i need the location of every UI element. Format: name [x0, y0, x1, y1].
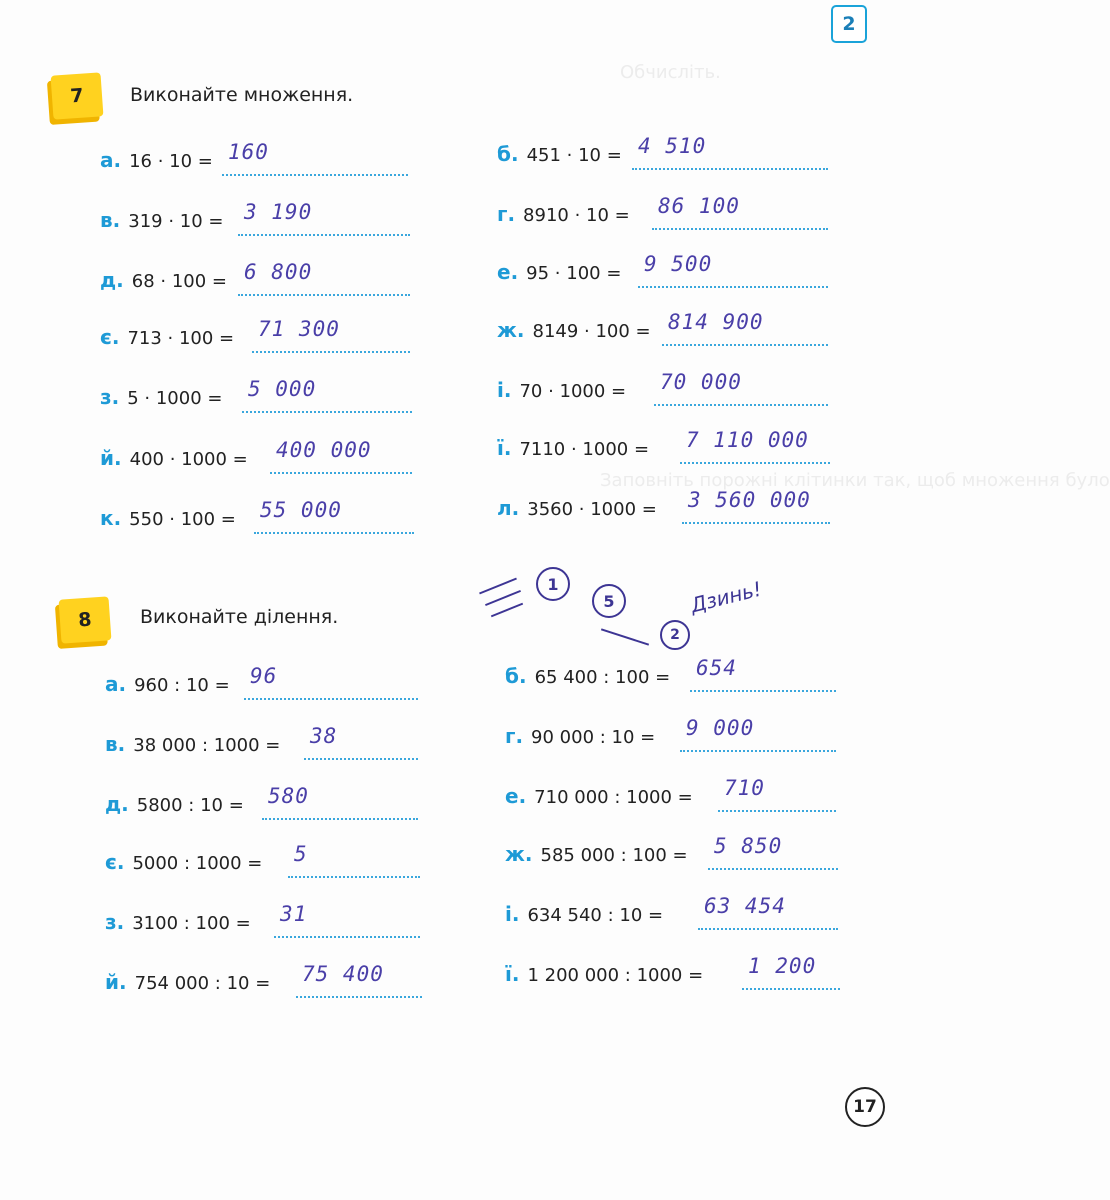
exercise-row: [105, 962, 422, 1000]
chapter-badge: [831, 5, 867, 43]
motion-line: [485, 590, 521, 606]
handwritten-answer: 3 190: [244, 200, 313, 224]
exercise-letter: в.: [100, 208, 121, 232]
exercise-expression: 90 000 : 10 =: [531, 727, 656, 748]
handwritten-answer: 9 500: [644, 252, 713, 276]
answer-line[interactable]: [638, 252, 828, 288]
handwritten-answer: 71 300: [258, 317, 340, 341]
exercise-row: [497, 370, 828, 408]
handwritten-answer: 70 000: [660, 370, 742, 394]
bleed-through-text: Обчисліть.: [620, 62, 721, 83]
exercise-letter: г.: [497, 202, 516, 226]
motion-line: [479, 578, 517, 595]
handwritten-answer: 75 400: [302, 962, 384, 986]
answer-line[interactable]: [262, 784, 418, 820]
answer-line[interactable]: [252, 317, 410, 353]
doodle-bubble-3: [660, 620, 690, 650]
exercise-expression: 70 · 1000 =: [519, 381, 627, 402]
exercise-expression: 3560 · 1000 =: [527, 499, 657, 520]
exercise-expression: 95 · 100 =: [526, 263, 622, 284]
exercise-letter: в.: [105, 732, 126, 756]
exercise-expression: 8910 · 10 =: [523, 205, 630, 226]
task8-number: 8: [77, 608, 93, 632]
doodle-text: Дзинь!: [688, 576, 764, 618]
answer-line[interactable]: [662, 310, 828, 346]
exercise-expression: 7110 · 1000 =: [519, 439, 650, 460]
exercise-letter: ж.: [505, 842, 533, 866]
answer-line[interactable]: [742, 954, 840, 990]
chapter-number: 2: [842, 13, 856, 35]
handwritten-answer: 3 560 000: [688, 488, 811, 512]
exercise-letter: а.: [100, 148, 122, 172]
bubble-3-text: 2: [670, 627, 680, 643]
exercise-row: [505, 834, 838, 872]
exercise-expression: 550 · 100 =: [129, 509, 236, 530]
exercise-row: [100, 438, 412, 476]
exercise-row: [497, 428, 830, 466]
handwritten-answer: 5 850: [714, 834, 783, 858]
handwritten-answer: 4 510: [638, 134, 707, 158]
doodle-bubble-2: [592, 584, 626, 618]
exercise-row: [100, 260, 410, 298]
exercise-letter: і.: [505, 902, 520, 926]
exercise-expression: 634 540 : 10 =: [527, 905, 664, 926]
handwritten-answer: 654: [696, 656, 737, 680]
handwritten-answer: 63 454: [704, 894, 786, 918]
exercise-row: [100, 377, 412, 415]
exercise-letter: є.: [100, 325, 120, 349]
exercise-expression: 713 · 100 =: [127, 328, 235, 349]
motion-line: [601, 628, 649, 645]
exercise-row: [100, 317, 410, 355]
exercise-expression: 960 : 10 =: [134, 675, 230, 696]
exercise-row: [505, 716, 836, 754]
answer-line[interactable]: [652, 194, 828, 230]
exercise-letter: к.: [100, 506, 122, 530]
answer-line[interactable]: [238, 200, 410, 236]
handwritten-answer: 9 000: [686, 716, 755, 740]
handwritten-answer: 31: [280, 902, 308, 926]
handwritten-answer: 580: [268, 784, 309, 808]
handwritten-answer: 160: [228, 140, 269, 164]
exercise-expression: 3100 : 100 =: [132, 913, 251, 934]
bleed-through-text: Заповніть порожні клітинки так, щоб множення було: [600, 470, 1110, 491]
exercise-letter: і.: [497, 378, 512, 402]
handwritten-answer: 400 000: [276, 438, 372, 462]
answer-line[interactable]: [708, 834, 838, 870]
exercise-letter: ж.: [497, 318, 525, 342]
bubble-2-text: 5: [603, 591, 615, 611]
handwritten-answer: 5: [294, 842, 308, 866]
exercise-letter: е.: [497, 260, 519, 284]
exercise-expression: 68 · 100 =: [131, 271, 227, 292]
handwritten-answer: 55 000: [260, 498, 342, 522]
exercise-letter: й.: [105, 970, 127, 994]
handwritten-answer: 710: [724, 776, 765, 800]
exercise-row: [105, 664, 418, 702]
handwritten-answer: 6 800: [244, 260, 313, 284]
answer-line[interactable]: [304, 724, 418, 760]
exercise-letter: а.: [105, 672, 127, 696]
bubble-1-text: 1: [547, 574, 559, 594]
answer-line[interactable]: [680, 716, 836, 752]
answer-line[interactable]: [680, 428, 830, 464]
exercise-letter: л.: [497, 496, 520, 520]
exercise-row: [100, 498, 414, 536]
exercise-letter: й.: [100, 446, 122, 470]
handwritten-answer: 96: [250, 664, 278, 688]
handwritten-answer: 86 100: [658, 194, 740, 218]
exercise-row: [497, 252, 828, 290]
exercise-row: [100, 140, 408, 178]
exercise-row: [497, 194, 828, 232]
exercise-row: [497, 134, 828, 172]
answer-line[interactable]: [244, 664, 418, 700]
task7-number: 7: [69, 84, 85, 108]
exercise-row: [505, 894, 838, 932]
page-number: [845, 1087, 885, 1127]
doodle-bubble-1: [536, 567, 570, 601]
answer-line[interactable]: [296, 962, 422, 998]
answer-line[interactable]: [222, 140, 408, 176]
answer-line[interactable]: [654, 370, 828, 406]
answer-line[interactable]: [698, 894, 838, 930]
answer-line[interactable]: [682, 488, 830, 524]
exercise-expression: 65 400 : 100 =: [534, 667, 671, 688]
exercise-row: [100, 200, 410, 238]
exercise-row: [105, 724, 418, 762]
exercise-row: [505, 656, 836, 694]
answer-line[interactable]: [254, 498, 414, 534]
exercise-expression: 1 200 000 : 1000 =: [527, 965, 704, 986]
handwritten-answer: 38: [310, 724, 338, 748]
exercise-letter: д.: [100, 268, 124, 292]
task8-badge: [59, 596, 112, 643]
handwritten-answer: 814 900: [668, 310, 764, 334]
exercise-row: [105, 784, 418, 822]
answer-line[interactable]: [690, 656, 836, 692]
exercise-row: [497, 488, 830, 526]
exercise-expression: 16 · 10 =: [129, 151, 213, 172]
exercise-expression: 754 000 : 10 =: [134, 973, 271, 994]
answer-line[interactable]: [242, 377, 412, 413]
answer-line[interactable]: [238, 260, 410, 296]
handwritten-answer: 1 200: [748, 954, 817, 978]
exercise-expression: 319 · 10 =: [128, 211, 224, 232]
exercise-expression: 710 000 : 1000 =: [534, 787, 693, 808]
answer-line[interactable]: [274, 902, 420, 938]
exercise-expression: 38 000 : 1000 =: [133, 735, 281, 756]
exercise-expression: 400 · 1000 =: [129, 449, 248, 470]
exercise-row: [497, 310, 828, 348]
exercise-expression: 451 · 10 =: [526, 145, 622, 166]
task7-badge: [51, 72, 104, 119]
exercise-letter: ї.: [505, 962, 520, 986]
task8-title: Виконайте ділення.: [140, 606, 339, 628]
exercise-expression: 5000 : 1000 =: [132, 853, 263, 874]
answer-line[interactable]: [718, 776, 836, 812]
exercise-letter: д.: [105, 792, 129, 816]
exercise-row: [505, 776, 836, 814]
handwritten-answer: 5 000: [248, 377, 317, 401]
exercise-letter: г.: [505, 724, 524, 748]
answer-line[interactable]: [270, 438, 412, 474]
answer-line[interactable]: [632, 134, 828, 170]
exercise-letter: б.: [497, 142, 519, 166]
exercise-letter: з.: [105, 910, 125, 934]
handwritten-answer: 7 110 000: [686, 428, 809, 452]
exercise-letter: е.: [505, 784, 527, 808]
exercise-row: [505, 954, 840, 992]
motion-line: [491, 603, 523, 618]
exercise-row: [105, 902, 420, 940]
exercise-letter: з.: [100, 385, 120, 409]
task7-title: Виконайте множення.: [130, 84, 354, 106]
exercise-expression: 585 000 : 100 =: [540, 845, 688, 866]
exercise-expression: 5800 : 10 =: [136, 795, 244, 816]
answer-line[interactable]: [288, 842, 420, 878]
exercise-letter: б.: [505, 664, 527, 688]
exercise-expression: 8149 · 100 =: [532, 321, 651, 342]
exercise-letter: ї.: [497, 436, 512, 460]
exercise-row: [105, 842, 420, 880]
exercise-letter: є.: [105, 850, 125, 874]
page-number-text: 17: [853, 1097, 877, 1117]
exercise-expression: 5 · 1000 =: [127, 388, 223, 409]
